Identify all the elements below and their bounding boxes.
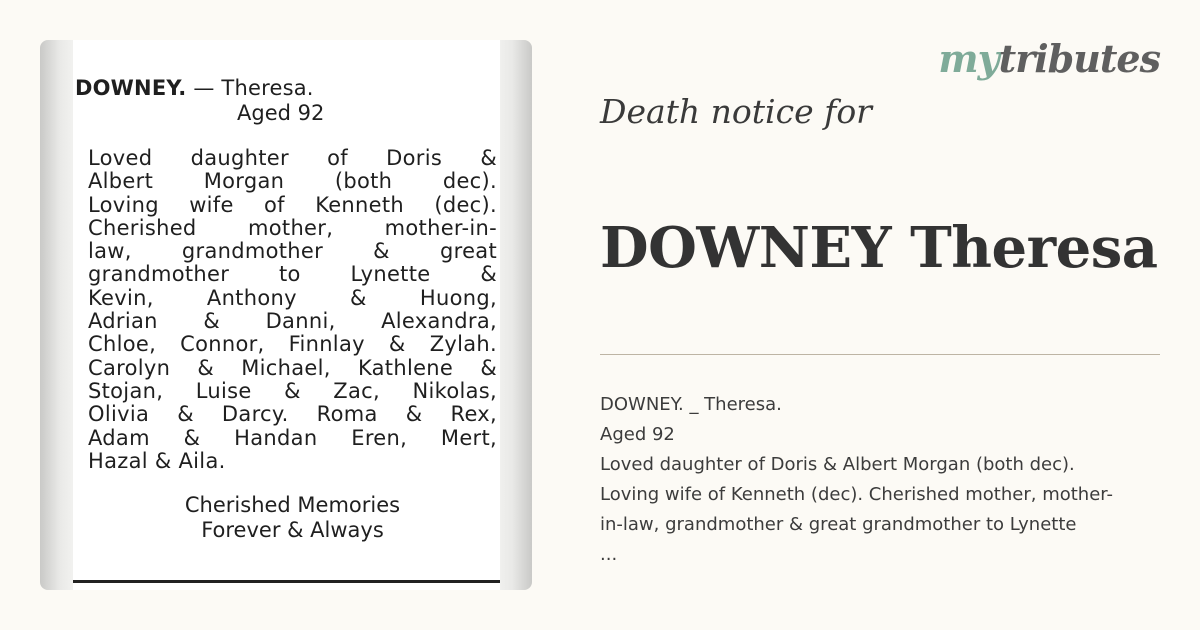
clipping-heading [75,76,314,100]
logo-my: my [938,36,999,81]
clipping-age: Aged 92 [237,101,325,125]
clipping-line: grandmother to Lynette & [88,262,497,287]
summary-line: Aged 92 [600,424,675,445]
clipping-line: Loving wife of Kenneth (dec). [88,192,497,217]
clipping-line: Adam & Handan Eren, Mert, [88,425,497,450]
summary-ellipsis: ... [600,544,618,565]
clipping-line: law, grandmother & great [88,239,497,264]
clipping-line: Carolyn & Michael, Kathlene & [88,355,497,380]
clipping-line: Albert Morgan (both dec). [88,169,497,194]
clipping-closing-line: Forever & Always [201,518,384,542]
clipping-line: Hazal & Aila. [88,448,226,473]
divider [600,354,1160,355]
clipping-line: Loved daughter of Doris & [88,146,497,170]
clipping-line: Cherished mother, mother-in- [88,215,497,240]
clipping-body [88,147,497,473]
mytributes-logo[interactable] [938,36,1160,81]
notice-clipping-image [40,40,532,590]
newspaper-clipping [73,40,500,590]
clipping-line: Stojan, Luise & Zac, Nikolas, [88,378,497,403]
clipping-line: Kevin, Anthony & Huong, [88,285,497,310]
clipping-closing-line: Cherished Memories [184,493,401,517]
notice-summary [600,390,1170,570]
clipping-surname: DOWNEY. [75,76,187,100]
summary-line: Loved daughter of Doris & Albert Morgan (both dec). [600,454,1075,475]
summary-line: Loving wife of Kenneth (dec). Cherished mother, mother- [600,484,1114,505]
clipping-closing [88,493,497,543]
summary-line: in-law, grandmother & great grandmother to Lynette [600,514,1077,535]
clipping-line: Olivia & Darcy. Roma & Rex, [88,402,497,427]
clipping-line: Adrian & Danni, Alexandra, [88,309,497,334]
notice-subtitle: Death notice for [600,92,872,131]
summary-line: DOWNEY. _ Theresa. [600,394,782,415]
clipping-bottom-rule [73,580,500,583]
clipping-given-name: — Theresa. [186,76,314,100]
logo-tributes: tributes [998,36,1160,81]
clipping-line: Chloe, Connor, Finnlay & Zylah. [88,332,497,357]
deceased-name: DOWNEY Theresa [600,215,1158,281]
